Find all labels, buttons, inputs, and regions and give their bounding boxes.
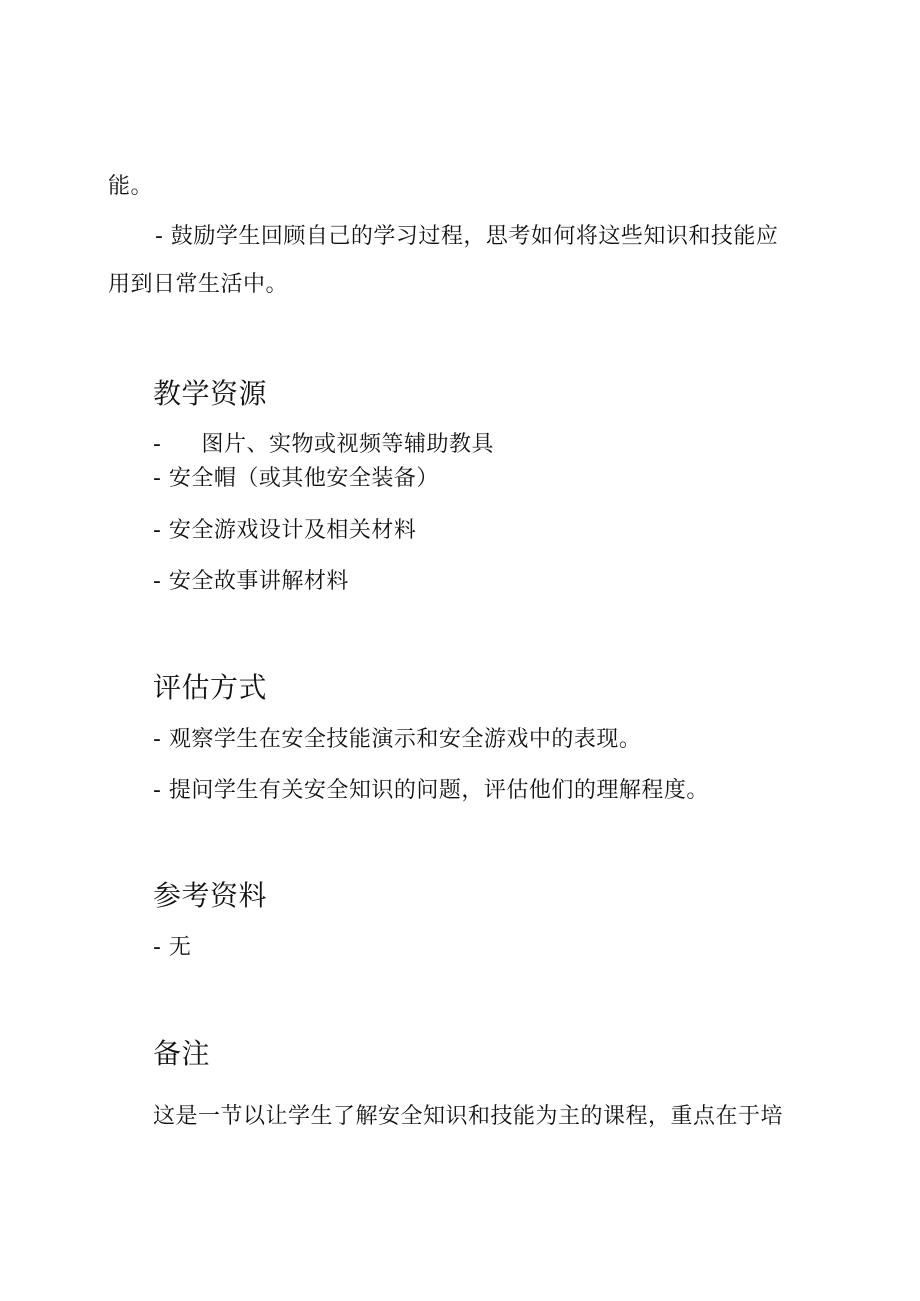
assessment-item-2: - 提问学生有关安全知识的问题，评估他们的理解程度。: [153, 778, 709, 803]
notes-line-1: 这是一节以让学生了解安全知识和技能为主的课程，重点在于培: [153, 1104, 784, 1129]
assessment-item-1: - 观察学生在安全技能演示和安全游戏中的表现。: [153, 727, 642, 752]
resources-item-2: - 安全帽（或其他安全装备）: [153, 466, 439, 491]
resources-item-1-dash: -: [153, 432, 162, 457]
intro-line-3: 用到日常生活中。: [108, 272, 289, 297]
resources-item-3: - 安全游戏设计及相关材料: [153, 518, 417, 543]
resources-heading: 教学资源: [153, 377, 268, 410]
references-heading: 参考资料: [153, 879, 268, 912]
intro-line-2: - 鼓励学生回顾自己的学习过程，思考如何将这些知识和技能应: [155, 224, 779, 249]
references-item-1: - 无: [153, 935, 192, 960]
intro-line-1: 能。: [108, 174, 154, 199]
resources-item-1-text: 图片、实物或视频等辅助教具: [201, 432, 494, 457]
notes-heading: 备注: [153, 1037, 211, 1070]
resources-item-4: - 安全故事讲解材料: [153, 569, 349, 594]
resources-item-1: [153, 430, 494, 460]
assessment-heading: 评估方式: [153, 671, 268, 704]
